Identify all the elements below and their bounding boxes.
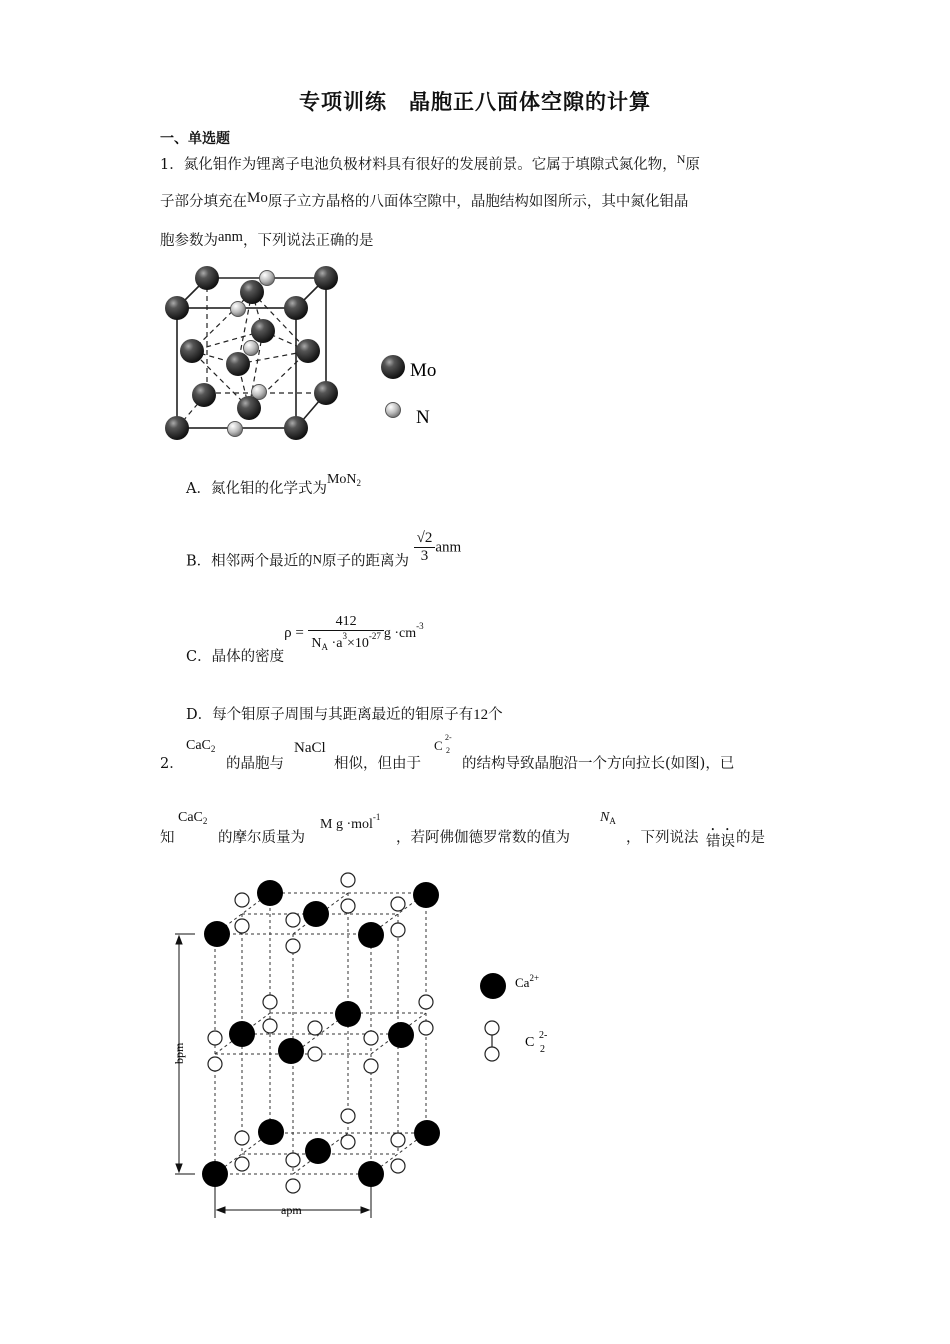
ca-ion (258, 1119, 284, 1145)
denominator-a-exp: 3 (342, 631, 347, 641)
n-atom (244, 341, 259, 356)
option-c-unit-exp: -3 (416, 621, 424, 631)
option-c-rho: ρ = (284, 625, 304, 641)
ca-ion (358, 922, 384, 948)
page-title: 专项训练 晶胞正八面体空隙的计算 (299, 90, 651, 114)
c2-legend-atom (485, 1047, 499, 1061)
ca-symbol: Ca (515, 975, 530, 990)
ca-legend-label (515, 973, 539, 990)
formula-sub: 2 (202, 816, 208, 826)
q1-line2 (160, 190, 688, 211)
ca-ion (278, 1038, 304, 1064)
q1-anm: anm (218, 229, 243, 245)
c2-atom (286, 1179, 300, 1193)
ca-ion (305, 1138, 331, 1164)
na-symbol: N (311, 636, 322, 651)
ca-ion (202, 1161, 228, 1187)
q1-line1 (160, 152, 700, 174)
ion-charge: 2- (445, 733, 452, 742)
option-d-text2: 个 (488, 707, 503, 723)
fraction-denominator (308, 631, 383, 652)
mo-legend-label: Mo (410, 360, 437, 381)
formula-main: CaC (186, 738, 211, 753)
molar-mass-exp: -1 (372, 812, 381, 822)
q2-text: 的是 (736, 830, 765, 846)
denominator-ten-exp: -27 (368, 631, 381, 641)
n-atom (260, 271, 275, 286)
option-a-text: A．氮化钼的化学式为 (186, 481, 327, 497)
q1-mo-symbol: Mo (247, 190, 268, 206)
molar-mass-text: M g ·mol (320, 817, 373, 832)
ca-legend-ion (480, 973, 506, 999)
c2-legend-charge: 2- (539, 1030, 548, 1041)
option-c-fraction (308, 614, 383, 652)
c2-atom (364, 1031, 378, 1045)
fraction-numerator: 412 (308, 614, 383, 631)
option-b-n: N (312, 551, 323, 567)
q2-number: 2． (160, 756, 184, 772)
c2-atom (419, 995, 433, 1009)
fraction-denominator: 3 (420, 548, 429, 564)
c2-legend-symbol: C (525, 1035, 535, 1050)
c2-atom (391, 1159, 405, 1173)
denominator-ten: ×10 (346, 636, 369, 651)
cac2-unit-cell-figure (155, 868, 575, 1228)
na-symbol: N (600, 810, 610, 825)
mo-atom (195, 266, 219, 290)
c2-atom (391, 1133, 405, 1147)
q1-number: 1． (160, 157, 184, 173)
formula-sub: 2 (210, 744, 216, 754)
ca-ion (414, 1120, 440, 1146)
mo-atom (240, 280, 264, 304)
q2-cac2 (178, 810, 207, 826)
ion-symbol: C (434, 738, 443, 753)
ca-ion (257, 880, 283, 906)
mo-atom (165, 416, 189, 440)
option-c-text: C．晶体的密度 (186, 649, 285, 665)
mo-atom (314, 381, 338, 405)
c2-atom (364, 1059, 378, 1073)
q2-text: 相似，但由于 (334, 756, 421, 772)
c2-atom (235, 893, 249, 907)
q2-text: 的摩尔质量为 (218, 830, 305, 846)
option-d-text: D．每个钼原子周围与其距离最近的钼原子有 (186, 707, 474, 723)
q2-c2-ion (434, 733, 452, 755)
mo-atom (251, 319, 275, 343)
formula-main: MoN (326, 472, 357, 487)
mo-atom (314, 266, 338, 290)
q1-option-a (186, 472, 361, 498)
c2-atom (208, 1057, 222, 1071)
q2-text: 的结构导致晶胞沿一个方向拉长(如图)，已 (462, 756, 735, 772)
c2-atom (341, 1109, 355, 1123)
ca-ion (388, 1022, 414, 1048)
q1-option-c (186, 614, 424, 665)
mo-atom (284, 296, 308, 320)
option-c-unit: g ·cm (383, 626, 417, 641)
q2-text: 的晶胞与 (226, 756, 284, 772)
option-b-unit: anm (435, 539, 462, 556)
c2-atom (286, 913, 300, 927)
c2-legend-sub: 2 (540, 1044, 545, 1055)
ca-ion (303, 901, 329, 927)
c2-atom (235, 1157, 249, 1171)
q2-text: 知 (160, 830, 175, 846)
c2-atom (208, 1031, 222, 1045)
c2-atom (308, 1047, 322, 1061)
q2-cac2 (186, 738, 215, 754)
c2-atom (341, 1135, 355, 1149)
section-heading: 一、单选题 (160, 131, 230, 147)
q1-text: 胞参数为 (160, 233, 218, 249)
mo-atom (226, 352, 250, 376)
q2-line2 (160, 808, 800, 848)
q1-text: 原 (685, 157, 700, 173)
q2-na (600, 810, 616, 826)
denominator-a: ·a (331, 636, 343, 651)
option-b-text: B．相邻两个最近的 (186, 553, 313, 570)
c2-atom (391, 897, 405, 911)
formula-sub: 2 (356, 478, 362, 488)
q1-option-d (186, 703, 503, 724)
n-atom (231, 302, 246, 317)
q2-line1 (160, 733, 800, 778)
mo-atom (180, 339, 204, 363)
mo-atom (237, 396, 261, 420)
q2-text: ，若阿佛伽德罗常数的值为 (396, 830, 570, 846)
q2-text: ，下列说法 (626, 830, 699, 846)
q1-text: 原子立方晶格的八面体空隙中，晶胞结构如图所示，其中氮化钼晶 (267, 194, 689, 210)
mo-atom (192, 383, 216, 407)
q1-text: 子部分填充在 (160, 194, 247, 210)
option-b-fraction (414, 530, 436, 565)
q1-n-symbol: N (676, 152, 686, 166)
n-legend-label: N (416, 407, 430, 428)
mo-atom (284, 416, 308, 440)
mo-atom (296, 339, 320, 363)
q2-emphasis-text: 错误 (706, 834, 735, 850)
c2-atom (263, 1019, 277, 1033)
ca-charge: 2+ (529, 973, 540, 983)
c2-atom (308, 1021, 322, 1035)
c2-atom (286, 1153, 300, 1167)
c2-atom (235, 1131, 249, 1145)
n-atom (228, 422, 243, 437)
option-d-number: 12 (473, 707, 489, 723)
c2-atom (341, 873, 355, 887)
mo-n-unit-cell-figure (155, 258, 455, 448)
formula-main: CaC (178, 810, 203, 825)
mo-legend-atom (381, 355, 405, 379)
q1-line3 (160, 229, 373, 250)
option-a-formula (327, 472, 361, 487)
c2-legend-atom (485, 1021, 499, 1035)
fraction-numerator: √2 (414, 530, 436, 548)
q2-molar-mass (320, 812, 380, 833)
ca-ion (358, 1161, 384, 1187)
ca-ion (335, 1001, 361, 1027)
ca-ion (229, 1021, 255, 1047)
c2-atom (286, 939, 300, 953)
q1-option-b (186, 530, 461, 571)
q1-text: 氮化钼作为锂离子电池负极材料具有很好的发展前景。它属于填隙式氮化物， (183, 157, 677, 173)
na-sub: A (609, 816, 616, 826)
n-legend-atom (386, 403, 401, 418)
na-sub: A (321, 642, 329, 652)
ion-sub: 2 (446, 746, 450, 755)
b-axis-label: bpm (172, 1042, 186, 1064)
a-axis-label: apm (281, 1203, 302, 1217)
c2-atom (235, 919, 249, 933)
q1-text: ，下列说法正确的是 (242, 233, 374, 249)
ca-ion (413, 882, 439, 908)
c2-atom (263, 995, 277, 1009)
mo-atom (165, 296, 189, 320)
c2-atom (391, 923, 405, 937)
ca-ion (204, 921, 230, 947)
c2-atom (341, 899, 355, 913)
q2-nacl: NaCl (294, 740, 326, 756)
option-b-text2: 原子的距离为 (322, 553, 410, 570)
c2-atom (419, 1021, 433, 1035)
